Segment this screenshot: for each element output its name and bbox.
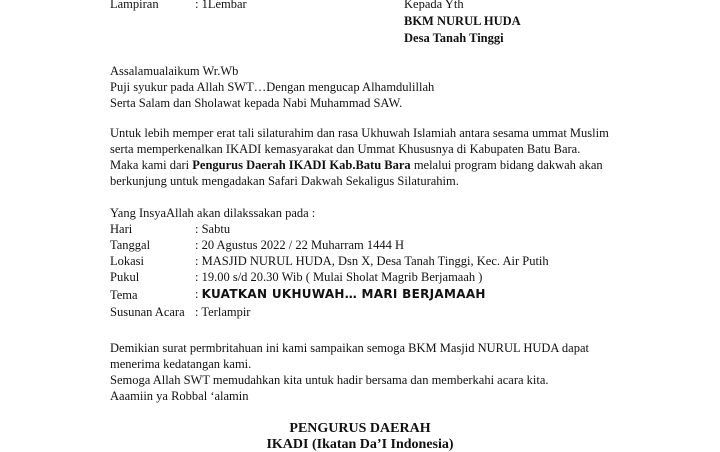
schedule-value-tema [195,287,486,302]
closing-line-1: Demikian surat permbritahuan ini kami sampaikan semoga BKM Masjid NURUL HUDA dapat [110,341,589,355]
schedule-label-lokasi: Lokasi [110,254,145,268]
closing-line-2: menerima kedatangan kami. [110,357,252,371]
schedule-intro: Yang InsyaAllah akan dilakssakan pada : [110,206,316,220]
body-line-3-post: melalui program bidang dakwah akan [410,158,603,172]
schedule-label-pukul: Pukul [110,270,140,284]
body-line-4: berkunjung untuk mengadakan Safari Dakwah Sekaligus Silaturahim. [110,174,459,188]
kepada-yth: Kepada Yth [404,0,464,11]
signature-org: IKADI (Ikatan Da’I Indonesia) [266,437,454,452]
closing-line-3: Semoga Allah SWT memudahkan kita untuk hadir bersama dan memberkahi acara kita. [110,373,549,387]
body-line-2: serta memperkenalkan IKADI kemasyarakat dan Ummat Khususnya di Kabupaten Batu Bara. [110,142,581,156]
body-line-3-pre: Maka kami dari [110,158,193,172]
schedule-value-hari: : Sabtu [195,222,231,236]
organizer-name: Pengurus Daerah IKADI Kab.Batu Bara [192,158,411,172]
schedule-value-tanggal: : 20 Agustus 2022 / 22 Muharram 1444 H [195,238,405,252]
schedule-label-susunan: Susunan Acara [110,305,185,319]
schedule-label-hari: Hari [110,222,133,236]
lampiran-value: : 1Lembar [195,0,247,11]
signature-title: PENGURUS DAERAH [289,421,431,436]
body-line-3 [110,158,603,173]
body-line-1: Untuk lebih memper erat tali silaturahim dan rasa Ukhuwah Islamiah antara sesama ummat Muslim [110,126,609,140]
closing-line-4: Aaamiin ya Robbal ‘alamin [110,389,249,403]
schedule-value-susunan: : Terlampir [195,305,251,319]
greeting-line-2: Serta Salam dan Sholawat kepada Nabi Muhammad SAW. [110,96,403,110]
recipient-org: BKM NURUL HUDA [404,14,521,28]
tema-text: KUATKAN UKHUWAH… MARI BERJAMAAH [201,287,486,301]
schedule-label-tema: Tema [110,288,138,302]
greeting-line-1: Puji syukur pada Allah SWT…Dengan mengucap Alhamdulillah [110,80,435,94]
schedule-value-pukul: : 19.00 s/d 20.30 Wib ( Mulai Sholat Magrib Berjamaah ) [195,270,483,284]
schedule-value-lokasi: : MASJID NURUL HUDA, Dsn X, Desa Tanah Tinggi, Kec. Air Putih [195,254,549,268]
tema-colon: : [195,287,202,301]
lampiran-label: Lampiran [110,0,159,11]
schedule-label-tanggal: Tanggal [110,238,151,252]
salam: Assalamualaikum Wr.Wb [110,64,239,78]
recipient-place: Desa Tanah Tinggi [404,31,504,45]
